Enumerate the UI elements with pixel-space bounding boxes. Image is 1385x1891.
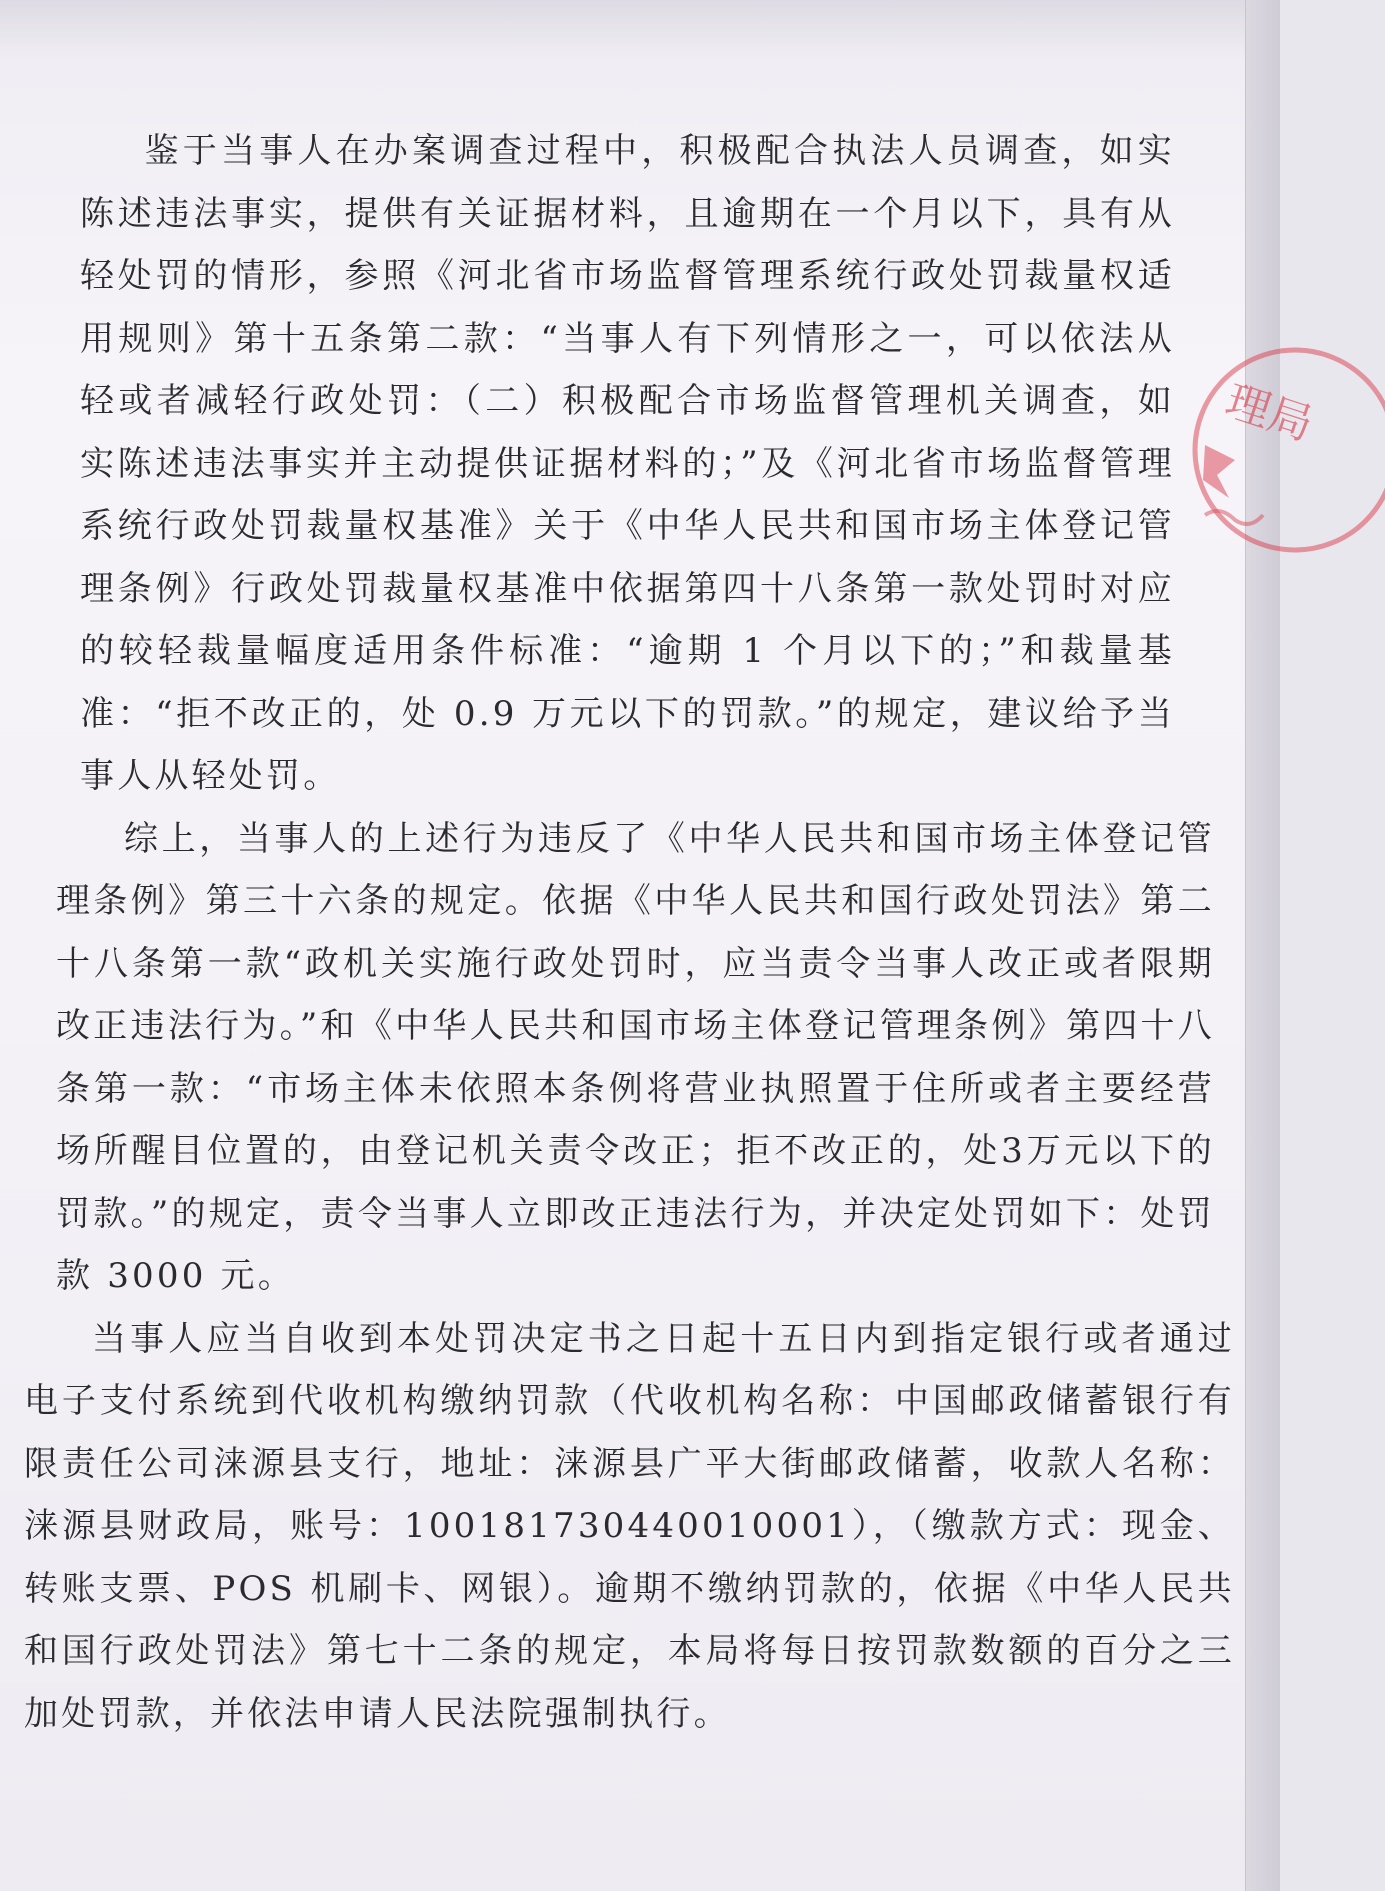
paragraph-decision: 综上，当事人的上述行为违反了《中华人民共和国市场主体登记管理条例》第三十六条的规定。依据《中华人民共和国行政处罚法》第二十八条第一款“政机关实施行政处罚时，应当责令当事人改正或者限期改正违法行为。”和《中华人民共和国市场主体登记管理条例》第四十八条第一款：“市场主体未依照本条例将营业执照置于住所或者主要经营场所醒目位置的，由登记机关责令改正；拒不改正的，处3万元以下的罚款。”的规定，责令当事人立即改正违法行为，并决定处罚如下：处罚款 3000 元。 [56, 818, 1215, 1296]
paragraph-mitigation: 鉴于当事人在办案调查过程中，积极配合执法人员调查，如实陈述违法事实，提供有关证据材料，且逾期在一个月以下，具有从轻处罚的情形，参照《河北省市场监督管理系统行政处罚裁量权适用规则》第十五条第二款：“当事人有下列情形之一，可以依法从轻或者减轻行政处罚：（二）积极配合市场监督管理机关调查，如实陈述违法事实并主动提供证据材料的；”及《河北省市场监督管理系统行政处罚裁量权基准》关于《中华人民共和国市场主体登记管理条例》行政处罚裁量权基准中依据第四十八条第一款处罚时对应的较轻裁量幅度适用条件标准：“逾期 1 个月以下的；”和裁量基准：“拒不改正的，处 0.9 万元以下的罚款。”的规定，建议给予当事人从轻处罚。 [80, 131, 1175, 796]
official-seal [1185, 340, 1385, 570]
page-top-shadow [0, 0, 1280, 60]
svg-text:理局: 理局 [1219, 375, 1319, 451]
paragraph-payment: 当事人应当自收到本处罚决定书之日起十五日内到指定银行或者通过电子支付系统到代收机构缴纳罚款（代收机构名称：中国邮政储蓄银行有限责任公司涞源县支行，地址：涞源县广平大街邮政储蓄，收款人名称：涞源县财政局，账号：100181730440010001），（缴款方式：现金、转账支票、POS 机刷卡、网银）。逾期不缴纳罚款的，依据《中华人民共和国行政处罚法》第七十二条的规定，本局将每日按罚款数额的百分之三加处罚款，并依法申请人民法院强制执行。 [24, 1318, 1235, 1734]
document-body [20, 120, 1235, 1745]
page-edge [1245, 0, 1280, 1891]
